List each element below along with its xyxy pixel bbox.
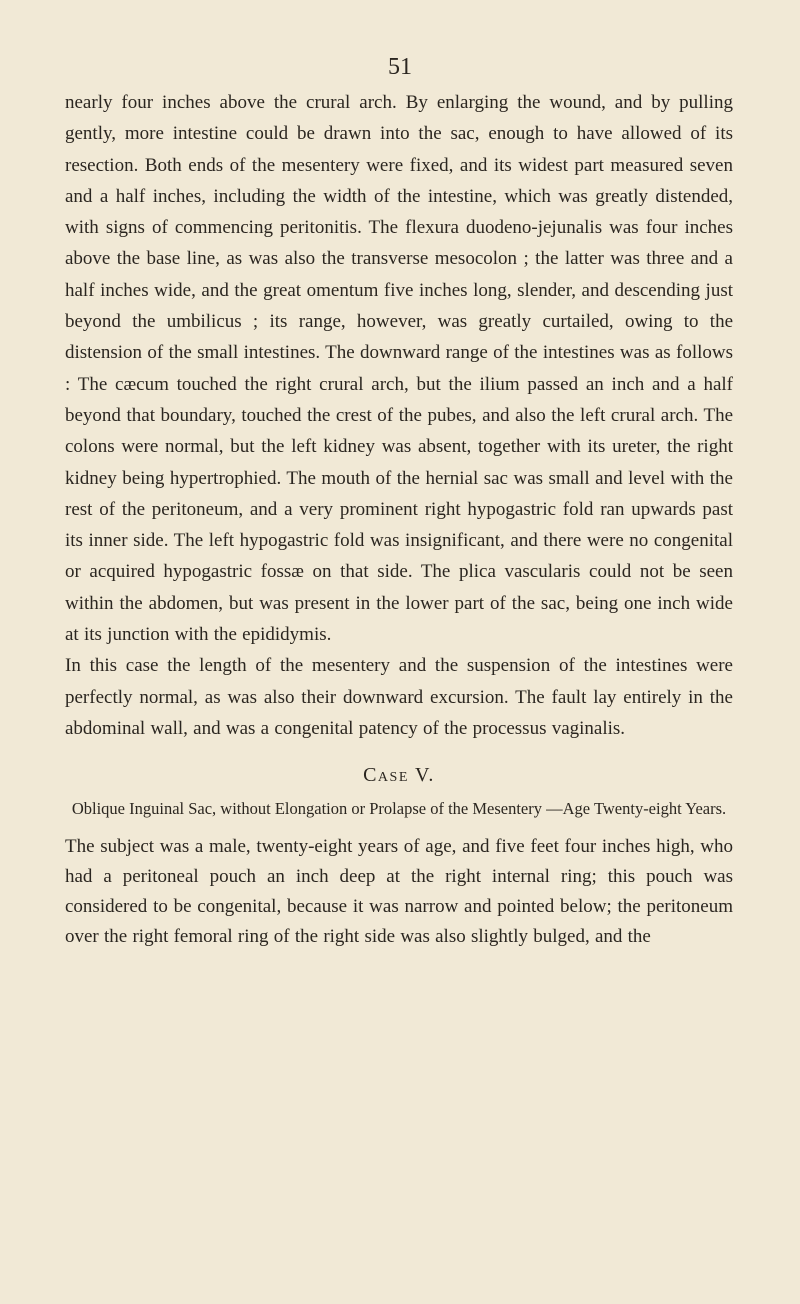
page-number: 51 [388, 54, 412, 80]
paragraph-case-v-description: The subject was a male, twenty-eight years of age, and five feet four inches high, who had a peritoneal pouch an inch deep at the right internal ring; this pouch was considered to be congenital, because it was narrow and pointed below; the peritoneum over the right femoral ring of the right side was also slightly bulged, and the [65, 836, 733, 948]
paragraph-case-iv-findings: nearly four inches above the crural arch. By enlarging the wound, and by pulling gently, more intestine could be drawn into the sac, enough to have allowed of its resection. Both ends of the mesentery were fixed, and its widest part measured seven and a half inches, including the width of the intestine, which was greatly distended, with signs of commencing peritonitis. The flexura duodeno-jejunalis was four inches above the base line, as was also the transverse mesocolon ; the latter was three and a half inches wide, and the great omentum five inches long, slender, and descending just beyond the umbilicus ; its range, however, was greatly curtailed, owing to the distension of the small intestines. The downward range of the intestines was as follows : The cæcum touched the right crural arch, but the ilium passed an inch and a half beyond that boundary, touched the crest of the pubes, and also the left crural arch. The colons were normal, but the left kidney was absent, together with its ureter, the right kidney being hypertrophied. The mouth of the hernial sac was small and level with the rest of the peritoneum, and a very prominent right hypogastric fold ran upwards past its inner side. The left hypogastric fold was insignificant, and there were no congenital or acquired hypogastric fossæ on that side. The plica vascularis could not be seen within the abdomen, but was present in the lower part of the sac, being one inch wide at its junction with the epididymis. [65, 92, 733, 646]
section-heading: Case V. [363, 764, 435, 787]
paragraph-case-iv-conclusion: In this case the length of the mesentery and the suspension of the intestines were perfectly normal, as was also their downward excursion. The fault lay entirely in the abdominal wall, and was a congenital patency of the processus vaginalis. [65, 655, 733, 739]
section-subtitle: Oblique Inguinal Sac, without Elongation or Prolapse of the Mesentery —Age Twenty-eight Years. [71, 799, 727, 819]
page-body [65, 87, 733, 952]
